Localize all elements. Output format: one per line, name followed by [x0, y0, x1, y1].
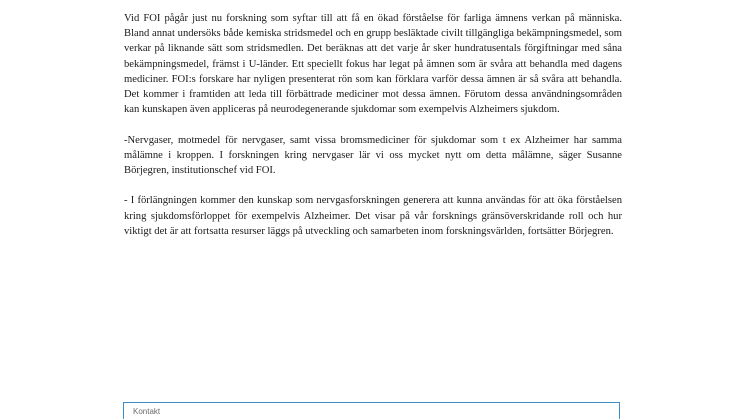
article-paragraph-2: -Nervgaser, motmedel för nervgaser, samt vissa bromsmediciner för sjukdomar som t ex Alzheimer har samma målämne i kroppen. I forskningen kring nervgaser lär vi oss mycket nytt om detta målämne, säger Susanne Börjegren, institutionschef vid FOI.	[124, 134, 622, 177]
article-body	[124, 11, 622, 254]
contact-section-header[interactable]	[123, 402, 620, 419]
article-paragraph-1: Vid FOI pågår just nu forskning som syftar till att få en ökad förståelse för farliga ämnens verkan på människa. Bland annat undersöks både kemiska stridsmedel och en grupp besläktade civilt tillgängliga bekämpningsmedel, som verkar på liknande sätt som stridsmedlen. Det beräknas att det varje år sker hundratusentals förgiftningar med såna bekämpningsmedel, främst i U-länder. Ett speciellt fokus har legat på ämnen som är svåra att behandla med dagens mediciner. FOI:s forskare har nyligen presenterat rön som kan förklara varför dessa ämnen är så svåra att behandla. Det kommer i framtiden att leda till förbättrade mediciner mot dessa ämnen. Förutom dessa användningsområden kan kunskapen även appliceras på neurodegenerande sjukdomar som exempelvis Alzheimers sjukdom.	[124, 13, 622, 116]
article-paragraph-3: - I förlängningen kommer den kunskap som nervgasforskningen generera att kunna användas för att öka förståelsen kring sjukdomsförloppet för exempelvis Alzheimer. Det visar på vår forsknings gränsöverskridande roll och hur viktigt det är att fortsatta resurser läggs på utveckling och samarbeten inom forskningsvärlden, fortsätter Börjegren.	[124, 195, 622, 237]
contact-label: Kontakt	[133, 407, 161, 416]
